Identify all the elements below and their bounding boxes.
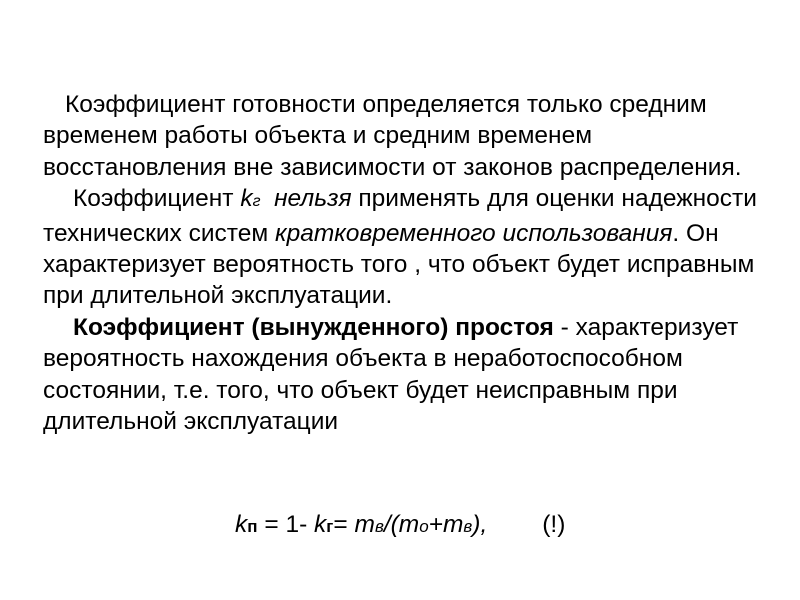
formula-m1: m: [354, 511, 375, 538]
formula-ratio: [355, 511, 488, 538]
paragraph-3-dash: -: [553, 313, 569, 341]
formula-m2-sub: о: [419, 517, 429, 536]
formula-k2: k: [314, 511, 327, 538]
formula-m3: m: [442, 511, 464, 538]
formula-eq2: =: [333, 511, 355, 538]
emphasis-short-term-use: кратковременного использования: [275, 219, 673, 247]
formula-downtime-coefficient: [235, 509, 565, 542]
symbol-k-sub: г: [252, 193, 261, 211]
term-downtime-coefficient: Коэффициент (вынужденного) простоя: [73, 313, 554, 341]
emphasis-cannot: нельзя: [274, 185, 352, 213]
paragraph-2-lead: Коэффициент: [73, 185, 241, 213]
paragraph-1-text: Коэффициент готовности определяется только средним временем работы объекта и средним временем восстановления вне зависимости от законов распределения.: [43, 91, 742, 181]
symbol-k: k: [240, 185, 253, 213]
formula-m3-sub: в: [463, 517, 473, 536]
formula-eq1: = 1-: [257, 511, 315, 538]
formula-k1: k: [235, 511, 248, 538]
formula-k-p: [235, 511, 258, 538]
paragraph-2-tail: . Он характеризует вероятность того , что объект будет исправным при длительной эксплуатации.: [43, 219, 755, 310]
formula-important-mark: (!): [542, 511, 566, 538]
formula-k-g: [314, 511, 333, 538]
slide-text-body: [43, 89, 763, 437]
formula-m1-sub: в: [374, 517, 384, 536]
paragraph-downtime-coefficient: [43, 312, 763, 438]
formula-plus: +: [428, 511, 443, 538]
formula-m2: m: [398, 511, 420, 538]
paragraph-2-middle: применять для оценки надежности технических систем: [43, 185, 757, 247]
symbol-k-g: [240, 185, 260, 212]
formula-open: /(: [383, 511, 399, 538]
formula-k2-sub: г: [326, 517, 334, 536]
paragraph-availability-coefficient: [43, 89, 763, 183]
paragraph-availability-limitation: [43, 183, 763, 312]
formula-k1-sub: п: [247, 517, 258, 536]
formula-close: ),: [472, 511, 488, 538]
paragraph-3-text: характеризует вероятность нахождения объекта в неработоспособном состоянии, т.е. того, что объект будет неисправным при длительной эксплуатации: [43, 313, 739, 436]
